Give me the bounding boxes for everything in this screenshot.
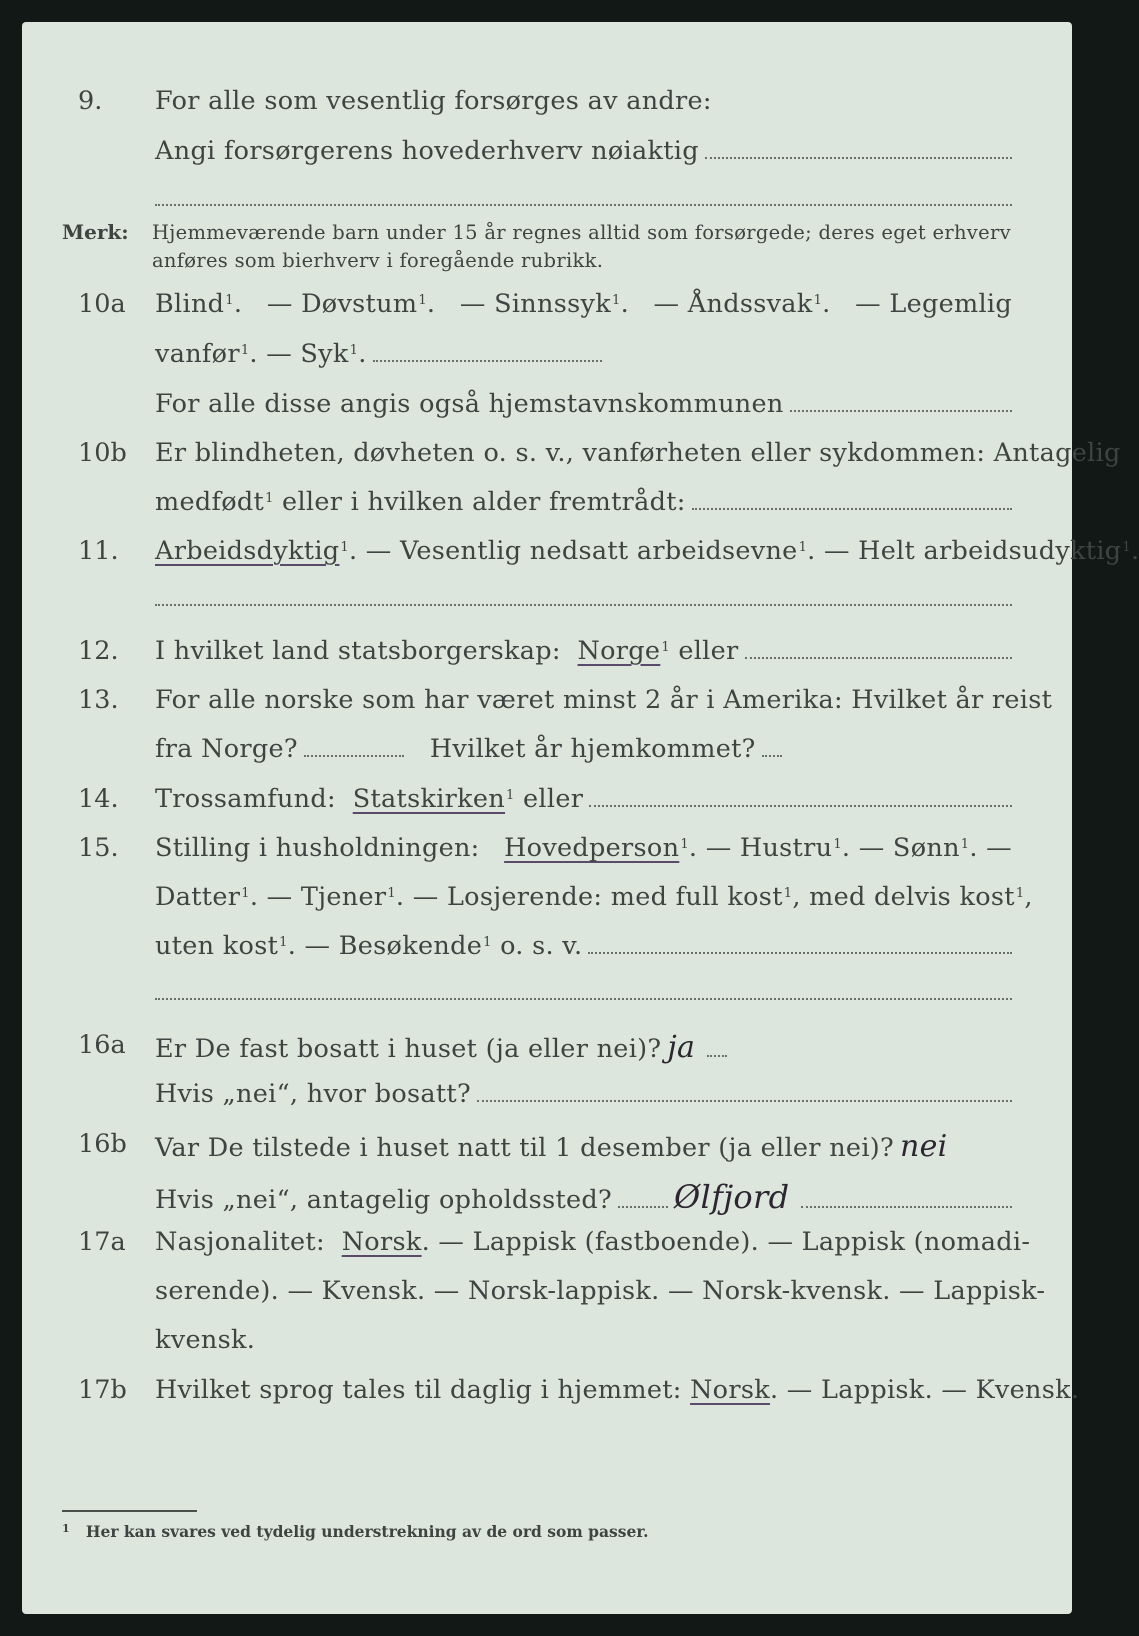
q12-number: 12. — [78, 636, 119, 666]
q10a-line2: vanfør $^1$ . — Syk $^1$ . — [155, 339, 602, 369]
q15-number: 15. — [78, 833, 119, 863]
q15-line3: uten kost $^1$ . — Besøkende $^1$ o. s. v. — [155, 931, 1012, 961]
q10a-line3: For alle disse angis også hjemstavnskommunen — [155, 389, 1012, 419]
q17b-line: Hvilket sprog tales til daglig i hjemmet: Norsk . — Lappisk. — Kvensk. — [155, 1375, 1080, 1405]
q14-number: 14. — [78, 784, 119, 814]
q16a-number: 16a — [78, 1030, 126, 1060]
q16a-bosatt-field[interactable] — [477, 1100, 1012, 1102]
q16b-handwritten-place[interactable]: Ølfjord — [674, 1178, 790, 1216]
q10a-number: 10a — [78, 289, 126, 319]
q13-line2: fra Norge? Hvilket år hjemkommet? — [155, 734, 782, 764]
q16a-line2: Hvis „nei“, hvor bosatt? — [155, 1079, 1012, 1109]
q9-line2: Angi forsørgerens hovederhverv nøiaktig — [155, 136, 1012, 166]
q10b-number: 10b — [78, 438, 127, 468]
q9-number: 9. — [78, 86, 103, 116]
q16b-number: 16b — [78, 1129, 127, 1159]
q17a-number: 17a — [78, 1227, 126, 1257]
q10a-hjemstavn-field[interactable] — [790, 410, 1012, 412]
census-form-page — [22, 22, 1139, 1614]
q15-option-hovedperson[interactable]: Hovedperson — [504, 833, 680, 863]
q16b-handwritten-answer[interactable]: nei — [900, 1129, 948, 1164]
q13-reist-field[interactable] — [304, 755, 404, 757]
q11-extra-field[interactable] — [155, 604, 1012, 606]
q16b-line1: Var De tilstede i huset natt til 1 desember (ja eller nei)? nei — [155, 1129, 948, 1164]
q15-extra-field[interactable] — [155, 998, 1012, 1000]
q16a-handwritten-answer[interactable]: ja — [667, 1030, 696, 1065]
q16a-line1: Er De fast bosatt i huset (ja eller nei)? ja — [155, 1030, 727, 1065]
q17a-line2: serende). — Kvensk. — Norsk-lappisk. — Norsk-kvensk. — Lappisk- — [155, 1276, 1046, 1306]
q9-line1: For alle som vesentlig forsørges av andre: — [155, 86, 712, 116]
q16b-line2: Hvis „nei“, antagelig opholdssted? Ølfjord — [155, 1178, 1012, 1216]
q10b-line1: Er blindheten, døvheten o. s. v., vanførheten eller sykdommen: Antagelig — [155, 438, 1121, 468]
q12-answer-field[interactable] — [745, 657, 1013, 659]
q17a-line1: Nasjonalitet: Norsk . — Lappisk (fastboende). — Lappisk (nomadi- — [155, 1227, 1031, 1257]
q15-answer-field[interactable] — [588, 952, 1012, 954]
q15-line1: Stilling i husholdningen: Hovedperson$^1$. — Hustru$^1$. — Sønn$^1$. — — [155, 833, 1012, 863]
q10a-line1: Blind$^1$. — Døvstum$^1$. — Sinnssyk$^1$. — Åndssvak$^1$. — Legemlig — [155, 289, 1012, 319]
q11-option-arbeidsdyktig[interactable]: Arbeidsdyktig — [155, 536, 340, 566]
q10b-line2: medfødt $^1$ eller i hvilken alder fremtrådt: — [155, 487, 1012, 517]
q10b-answer-field[interactable] — [692, 508, 1012, 510]
q9-answer-field[interactable] — [705, 157, 1012, 159]
merk-label: Merk: — [62, 220, 129, 244]
q12-option-norge[interactable]: Norge — [577, 636, 661, 666]
footnote: $^1$ Her kan svares ved tydelig understrekning av de ord som passer. — [62, 1522, 649, 1541]
q15-line2: Datter $^1$ . — Tjener $^1$ . — Losjerende: med full kost $^1$ , med delvis kost $^1$ , — [155, 882, 1033, 912]
q14-answer-field[interactable] — [589, 805, 1012, 807]
q17a-option-norsk[interactable]: Norsk — [341, 1227, 422, 1257]
q17b-number: 17b — [78, 1375, 127, 1405]
q12-line: I hvilket land statsborgerskap: Norge $^1$ eller — [155, 636, 1012, 666]
q14-line: Trossamfund: Statskirken $^1$ eller — [155, 784, 1012, 814]
q17b-option-norsk[interactable]: Norsk — [690, 1375, 770, 1405]
merk-line1: Hjemmeværende barn under 15 år regnes alltid som forsørgede; deres eget erhverv — [152, 221, 1011, 244]
q9-extra-field[interactable] — [155, 204, 1012, 206]
q17a-line3: kvensk. — [155, 1325, 256, 1355]
q13-hjemkommet-field[interactable] — [762, 755, 782, 757]
q14-option-statskirken[interactable]: Statskirken — [352, 784, 506, 814]
q13-number: 13. — [78, 685, 119, 715]
footnote-divider — [62, 1510, 197, 1512]
q11-number: 11. — [78, 536, 119, 566]
merk-line2: anføres som bierhverv i foregående rubrikk. — [152, 249, 604, 272]
q10a-syk-field[interactable] — [373, 360, 602, 362]
q13-line1: For alle norske som har været minst 2 år i Amerika: Hvilket år reist — [155, 685, 1053, 715]
q11-line: Arbeidsdyktig $^1$ . — Vesentlig nedsatt arbeidsevne $^1$ . — Helt arbeidsudyktig $^1$ . — [155, 536, 1139, 566]
